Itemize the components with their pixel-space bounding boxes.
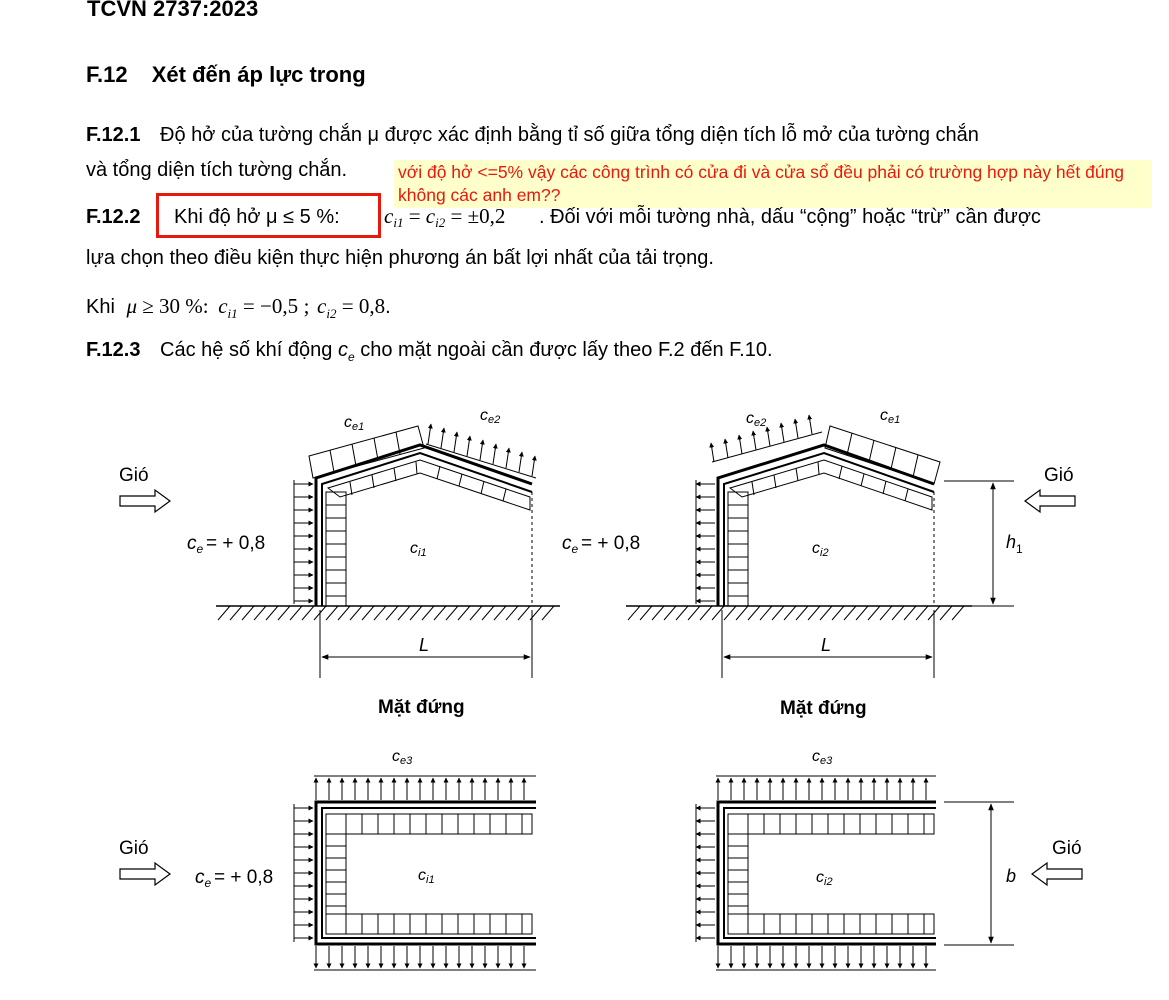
left-elevation bbox=[120, 424, 560, 678]
svg-text:ce: $c_e$ bbox=[187, 533, 204, 556]
para-f122-formula: $c_{i1} = c_{i2} = \pm 0,2$ bbox=[384, 204, 506, 231]
ce-label-left-plan bbox=[195, 867, 273, 890]
wind-label-left-plan: Gió bbox=[119, 838, 149, 859]
svg-text:= + 0,8: = + 0,8 bbox=[206, 533, 266, 554]
ci2-label-plan: ci2 bbox=[816, 869, 833, 888]
wind-label-left-elev: Gió bbox=[119, 465, 149, 486]
para-f122-number: F.12.2 bbox=[86, 206, 141, 228]
section-number: F.12 bbox=[86, 62, 128, 87]
dim-l-left: L bbox=[419, 635, 430, 655]
para-khi: Khi μ ≥ 30 %: $c_{i1} = -0,5$ ; $c_{i2} = 0,8$. bbox=[86, 294, 391, 321]
svg-text:= + 0,8: = + 0,8 bbox=[581, 533, 641, 554]
para-f123-ce: $c_e$ bbox=[337, 339, 355, 364]
wind-label-right-plan: Gió bbox=[1052, 838, 1082, 859]
para-f121-number: F.12.1 bbox=[86, 124, 141, 146]
ce1-label-left: ce1 bbox=[344, 414, 365, 433]
dim-l-right: L bbox=[821, 635, 832, 655]
ci2-label-elev: ci2 bbox=[812, 540, 829, 559]
ce-label-right-elev bbox=[562, 533, 640, 556]
para-f122-line1-rest: . Đối với mỗi tường nhà, dấu “cộng” hoặc “trừ” cần được bbox=[539, 206, 1041, 228]
ci1-label-elev: ci1 bbox=[410, 540, 427, 559]
dim-h1 bbox=[1006, 532, 1023, 556]
para-f123-text2: cho mặt ngoài cần được lấy theo F.2 đến F.10. bbox=[360, 339, 773, 361]
section-title: Xét đến áp lực trong bbox=[151, 62, 366, 87]
para-f121-line2: và tổng diện tích tường chắn. bbox=[86, 159, 348, 181]
para-f122-condition: Khi độ hở μ ≤ 5 %: bbox=[174, 206, 340, 228]
ce1-label-right: ce1 bbox=[880, 407, 901, 426]
ce2-label-right: ce2 bbox=[746, 410, 767, 429]
para-f123-text1: Các hệ số khí động bbox=[160, 339, 333, 361]
caption-right: Mặt đứng bbox=[780, 698, 867, 719]
standard-header: TCVN 2737:2023 bbox=[87, 0, 259, 21]
annotation-comment: với độ hở <=5% vậy các công trình có cửa đi và cửa sổ đều phải có trường hợp này hết đúng không các anh em?? bbox=[394, 160, 1152, 208]
wind-label-right-elev: Gió bbox=[1044, 465, 1074, 486]
svg-text:h: h bbox=[1006, 532, 1017, 552]
svg-text:ce: $c_e$ bbox=[562, 533, 579, 556]
para-f122-line2: lựa chọn theo điều kiện thực hiện phương án bất lợi nhất của tải trọng. bbox=[86, 247, 714, 269]
right-plan bbox=[696, 776, 1082, 970]
ce-label-left-elev bbox=[187, 533, 265, 556]
ce3-label-right: ce3 bbox=[812, 748, 833, 767]
para-f121-text1: Độ hở của tường chắn μ được xác định bằng tỉ số giữa tổng diện tích lỗ mở của tường chắn bbox=[160, 124, 979, 146]
svg-text:= + 0,8: = + 0,8 bbox=[214, 867, 274, 888]
ce3-label-left: ce3 bbox=[392, 748, 413, 767]
caption-left: Mặt đứng bbox=[378, 697, 465, 718]
left-plan bbox=[120, 776, 536, 970]
ci1-label-plan: ci1 bbox=[418, 867, 435, 886]
svg-text:1: 1 bbox=[1016, 542, 1023, 556]
ce2-label-left: ce2 bbox=[480, 407, 501, 426]
para-f123-number: F.12.3 bbox=[86, 339, 141, 361]
dim-b: b bbox=[1006, 866, 1017, 886]
svg-text:ce: $c_e$ bbox=[195, 867, 212, 890]
